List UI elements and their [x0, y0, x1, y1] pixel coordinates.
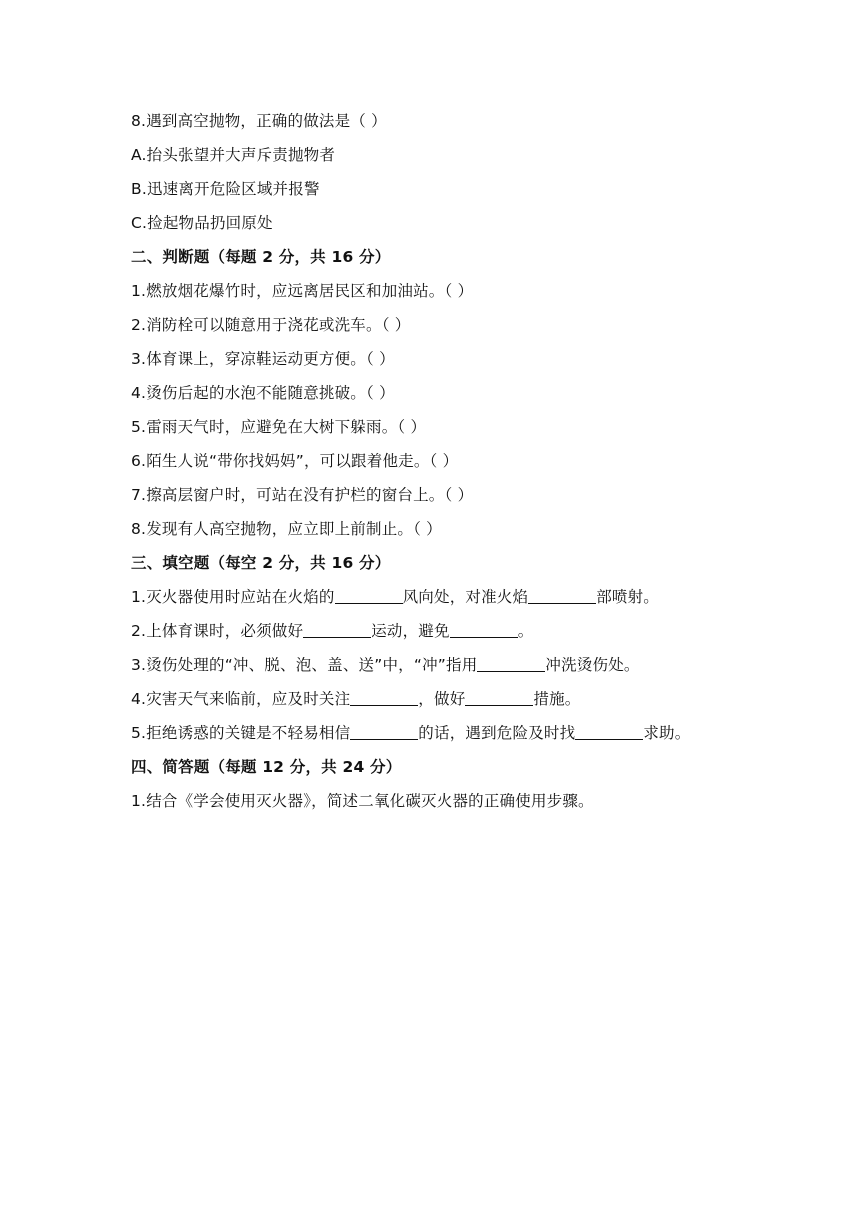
short-answer-section-heading: 四、简答题（每题 12 分，共 24 分）: [131, 758, 402, 776]
answer-blank: [465, 689, 533, 706]
answer-blank: [350, 723, 418, 740]
choice-option-c: C.捡起物品扔回原处: [131, 214, 273, 232]
judge-item-3: 3.体育课上，穿凉鞋运动更方便。（ ）: [131, 350, 395, 368]
answer-blank: [528, 587, 596, 604]
fill-item-4-text-b: ，做好: [418, 690, 466, 708]
answer-blank: [450, 621, 518, 638]
choice-question-8: 8.遇到高空抛物，正确的做法是（ ）: [131, 112, 387, 130]
fill-item-1-text-c: 部喷射。: [596, 588, 660, 606]
fill-item-3-text-b: 冲洗烫伤处。: [545, 656, 640, 674]
fill-item-2: [131, 618, 831, 652]
fill-item-5-text-b: 的话，遇到危险及时找: [418, 724, 576, 742]
choice-option-a: A.抬头张望并大声斥责抛物者: [131, 146, 336, 164]
answer-blank: [303, 621, 371, 638]
answer-blank: [350, 689, 418, 706]
fill-item-5: [131, 720, 831, 754]
fill-item-5-text-c: 求助。: [643, 724, 691, 742]
answer-blank: [477, 655, 545, 672]
fill-item-1-text-a: 1.灭火器使用时应站在火焰的: [131, 588, 335, 606]
judge-item-1: 1.燃放烟花爆竹时，应远离居民区和加油站。（ ）: [131, 282, 474, 300]
fill-item-2-text-c: 。: [517, 622, 534, 640]
judge-item-5: 5.雷雨天气时，应避免在大树下躲雨。（ ）: [131, 418, 427, 436]
fill-item-3: [131, 652, 831, 686]
fill-item-3-text-a: 3.烫伤处理的“冲、脱、泡、盖、送”中，“冲”指用: [131, 656, 478, 674]
fill-section-heading: 三、填空题（每空 2 分，共 16 分）: [131, 554, 391, 572]
answer-blank: [335, 587, 403, 604]
fill-item-4: [131, 686, 831, 720]
fill-item-1: [131, 584, 831, 618]
judge-item-6: 6.陌生人说“带你找妈妈”，可以跟着他走。（ ）: [131, 452, 459, 470]
judge-item-8: 8.发现有人高空抛物，应立即上前制止。（ ）: [131, 520, 442, 538]
fill-item-4-text-c: 措施。: [533, 690, 581, 708]
fill-item-2-text-a: 2.上体育课时，必须做好: [131, 622, 304, 640]
page-content: [131, 108, 831, 822]
short-answer-item-1: 1.结合《学会使用灭火器》，简述二氧化碳灭火器的正确使用步骤。: [131, 792, 594, 810]
judge-item-7: 7.擦高层窗户时，可站在没有护栏的窗台上。（ ）: [131, 486, 474, 504]
judge-item-4: 4.烫伤后起的水泡不能随意挑破。（ ）: [131, 384, 395, 402]
fill-item-2-text-b: 运动，避免: [371, 622, 450, 640]
judge-item-2: 2.消防栓可以随意用于浇花或洗车。（ ）: [131, 316, 411, 334]
fill-item-4-text-a: 4.灾害天气来临前，应及时关注: [131, 690, 351, 708]
fill-item-5-text-a: 5.拒绝诱惑的关键是不轻易相信: [131, 724, 351, 742]
judge-section-heading: 二、判断题（每题 2 分，共 16 分）: [131, 248, 391, 266]
answer-blank: [575, 723, 643, 740]
fill-item-1-text-b: 风向处，对准火焰: [402, 588, 529, 606]
choice-option-b: B.迅速离开危险区域并报警: [131, 180, 320, 198]
